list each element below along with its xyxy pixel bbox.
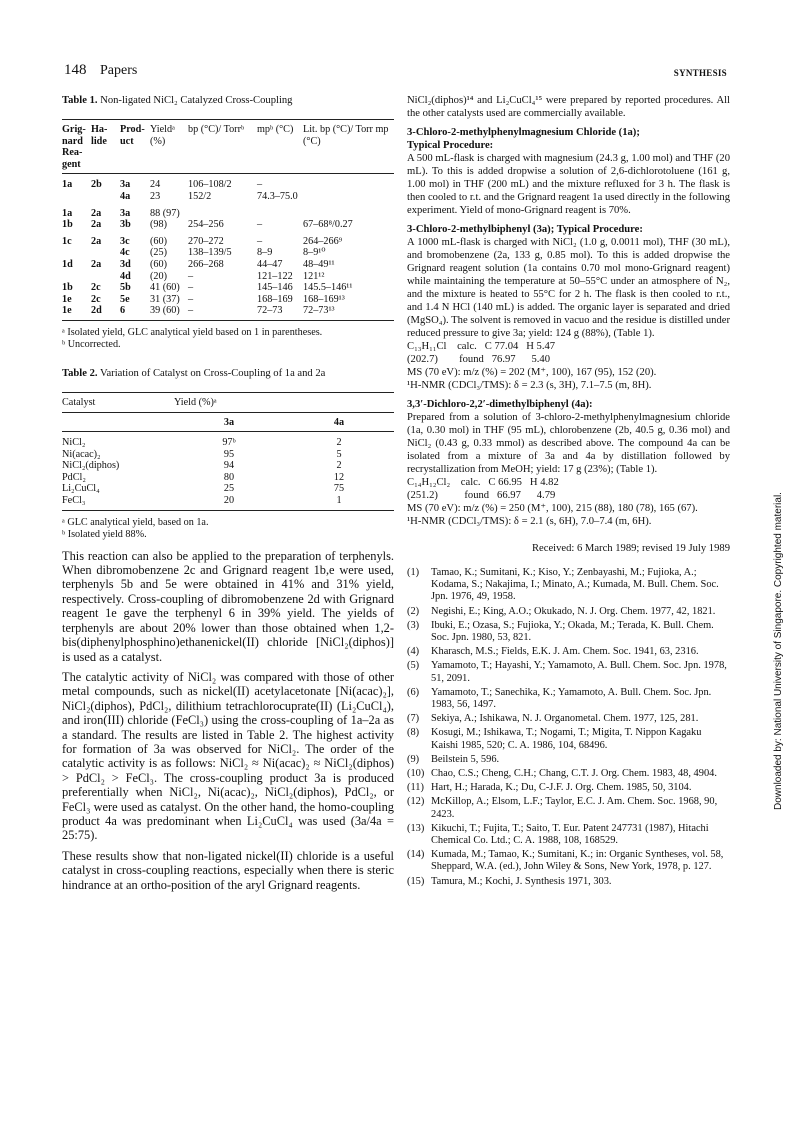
analysis-line: (251.2) found 66.97 4.79 — [407, 490, 556, 501]
table-cell: (20) — [150, 270, 167, 282]
table-row — [62, 191, 394, 203]
table1-footnotes — [62, 327, 394, 351]
table-cell: 48–49¹¹ — [303, 258, 335, 270]
right-column — [407, 94, 730, 890]
table-cell: 138–139/5 — [188, 247, 232, 259]
table-cell: 5e — [120, 293, 130, 305]
table-cell — [303, 174, 394, 191]
reference-item — [407, 876, 730, 888]
table-cell: 3d — [120, 258, 131, 270]
t1-col-grignard: Grig-nard Rea-gent — [62, 120, 91, 174]
reference-text: Kikuchi, T.; Fujita, T.; Saito, T. Eur. Patent 247731 (1987), Hitachi Chemical Co. Ltd.; C. A. 1988, 108, 168529. — [431, 822, 709, 847]
table-cell — [303, 191, 394, 203]
table-cell: (98) — [150, 219, 167, 231]
table-cell: 3a — [120, 207, 131, 219]
reference-number: (12) — [407, 796, 425, 808]
table-cell: 8–9 — [257, 247, 273, 259]
table-row — [62, 432, 394, 449]
reference-item — [407, 823, 730, 847]
table-cell: 88 (97) — [150, 207, 180, 219]
t1-col-lit: Lit. bp (°C)/ Torr mp (°C) — [303, 120, 394, 174]
reference-text: Tamura, M.; Kochi, J. Synthesis 1971, 303. — [431, 875, 612, 887]
table-cell: 6 — [120, 305, 150, 320]
table-cell: 1e — [62, 305, 91, 320]
analysis-line: C₁₃H₁₁Cl calc. C 77.04 H 5.47 — [407, 341, 556, 352]
reference-number: (10) — [407, 768, 425, 780]
table-cell: 2b — [91, 179, 102, 191]
table1-footnote-b: ᵇ Uncorrected. — [62, 338, 121, 350]
table-row — [62, 460, 394, 472]
reference-text: McKillop, A.; Elsom, L.F.; Taylor, E.C. J. Am. Chem. Soc. 1968, 90, 2423. — [431, 796, 718, 820]
table-cell: 41 (60) — [150, 282, 180, 294]
table-cell: 264–266⁹ — [303, 235, 343, 247]
table-row — [62, 259, 394, 271]
table-cell: 1e — [62, 293, 72, 305]
reference-number: (4) — [407, 646, 420, 658]
table-cell: FeCl₃ — [62, 495, 174, 510]
table-row — [62, 294, 394, 306]
reference-number: (8) — [407, 727, 420, 739]
body-paragraph: This reaction can also be applied to the preparation of terphenyls. When dibromobenzene 2c and Grignard reagent 1b,e were used, terphenyls 5b and 5e were obtained in 41% and 31% yield, respectively. Cross-coupling of dibromobenzene 2d with Grignard reagent 1e gave the terphenyl 6 in 39% yield. The yields of terphenyls are about 20% lower than those obtained when 1,2-bis(diphenylphosphino)ethanenickel(II) chloride [NiCl₂(diphos)] is used as a catalyst. — [62, 548, 394, 664]
table-cell: 2d — [91, 305, 120, 320]
table2-label: Table 2. — [62, 367, 98, 379]
table-cell: 72–73¹³ — [303, 305, 394, 320]
reference-number: (6) — [407, 686, 420, 698]
table-cell — [188, 203, 257, 220]
table-cell: Li₂CuCl₄ — [62, 483, 100, 495]
reference-item — [407, 782, 730, 794]
table-cell: 145.5–146¹¹ — [303, 282, 353, 294]
section-name: Papers — [100, 63, 138, 78]
section-title: 3,3′-Dichloro-2,2′-dimethylbiphenyl (4a): — [407, 399, 593, 410]
nmr-line: ¹H-NMR (CDCl₃/TMS): δ = 2.1 (s, 6H), 7.0–7.4 (m, 6H). — [407, 516, 652, 527]
reference-number: (3) — [407, 619, 420, 631]
reference-number: (7) — [407, 713, 420, 725]
reference-item — [407, 768, 730, 780]
received-date: Received: 6 March 1989; revised 19 July 1989 — [531, 543, 730, 554]
reference-number: (5) — [407, 660, 420, 672]
ms-line: MS (70 eV): m/z (%) = 250 (M⁺, 100), 215 (88), 180 (78), 165 (67). — [407, 503, 698, 514]
table-cell: NiCl₂(diphos) — [62, 460, 120, 472]
table-cell: 4a — [120, 190, 131, 202]
reference-item — [407, 727, 730, 751]
section-title: 3-Chloro-2-methylbiphenyl (3a); Typical Procedure: — [407, 224, 643, 235]
t1-col-product: Prod-uct — [120, 120, 150, 174]
table-cell: 67–68⁸/0.27 — [303, 219, 353, 231]
table-cell: – — [257, 219, 263, 231]
reference-text: Beilstein 5, 596. — [431, 753, 500, 765]
table-row — [62, 472, 394, 484]
journal-name: SYNTHESIS — [673, 68, 727, 78]
table-row — [62, 483, 394, 495]
table-cell: – — [188, 293, 194, 305]
table-cell: 1b — [62, 282, 73, 294]
table-cell: 121¹² — [303, 270, 325, 282]
table-cell: 4c — [120, 247, 130, 259]
procedure-text: Prepared from a solution of 3-chloro-2-methylphenylmagnesium chloride (1a, 0.30 mol) in THF (95 mL), chlorobenzene (2b, 40.5 g, 0.36 mol) and NiCl₂ (0.43 g, 0.33 mmol) as described above. The compound 4a can be isolated from a mixture of 3a and 4a by distillation followed by recrystallization from MeOH; yield: 17 g (23%); (Table 1). — [407, 412, 730, 475]
table-cell: 39 (60) — [150, 305, 188, 320]
reference-text: Tamao, K.; Sumitani, K.; Kiso, Y.; Zenbayashi, M.; Fujioka, A.; Kodama, S.; Nakajima, I.; Minato, A.; Kumada, M. Bull. Chem. Soc. Jpn. 1976, 49, 1958. — [431, 567, 719, 603]
section-title: 3-Chloro-2-methylphenylmagnesium Chloride (1a); — [407, 127, 640, 138]
table-cell: 97ᵇ — [222, 437, 236, 449]
table-cell: 20 — [174, 495, 284, 510]
table-cell: 2c — [91, 293, 101, 305]
table-cell: Ni(acac)₂ — [62, 448, 101, 460]
table-cell: 4d — [120, 270, 131, 282]
table-cell: 2 — [336, 460, 342, 472]
analysis-line: (202.7) found 76.97 5.40 — [407, 354, 551, 365]
reference-item — [407, 754, 730, 766]
table-cell: 2a — [91, 207, 102, 219]
table-row — [62, 219, 394, 231]
experimental-intro: NiCl₂(diphos)¹⁴ and Li₂CuCl₄¹⁵ were prepared by reported procedures. All the other catalysts used are commercially available. — [407, 95, 730, 119]
table-cell: 31 (37) — [150, 293, 180, 305]
table-cell: (25) — [150, 247, 167, 259]
procedure-text: A 1000 mL-flask is charged with NiCl₂ (1.0 g, 0.0011 mol), THF (30 mL), and bromobenzene (2a, 133 g, 0.85 mol). To this is added dropwise the Grignard reagent solution (1a contains 0.70 mol mono-Grignard reagent) while maintaining the temperature at 50–55°C under an atmosphere of N₂, and the mixture is heated to 55°C for 2 h. The flask is then cooled to r.t., and 1.4 N HCl (140 mL) is added. The organic layer is separated and dried (MgSO₄). The solvent is removed in vacuo and the residue is distilled under reduced pressure to give 3a; yield: 124 g (88%), (Table 1). — [407, 237, 730, 339]
table-cell: – — [188, 305, 257, 320]
reference-number: (11) — [407, 782, 424, 794]
table1-title: Non-ligated NiCl₂ Catalyzed Cross-Coupling — [100, 95, 293, 106]
reference-item — [407, 660, 730, 684]
table-cell: 145–146 — [257, 282, 293, 294]
table-cell: 24 — [150, 179, 161, 191]
table-cell: 1a — [62, 207, 73, 219]
table-cell: 1b — [62, 219, 73, 231]
table-cell: 5b — [120, 282, 131, 294]
table-cell: 2a — [91, 235, 102, 247]
table1-caption — [62, 94, 394, 107]
table-cell: 1a — [62, 179, 73, 191]
table-row — [62, 203, 394, 220]
table-cell: 3a — [120, 179, 131, 191]
table-cell: 44–47 — [257, 258, 283, 270]
table-cell — [62, 271, 91, 283]
table-cell: – — [188, 270, 194, 282]
table-cell — [91, 247, 120, 259]
table2-title: Variation of Catalyst on Cross-Coupling of 1a and 2a — [100, 367, 326, 379]
reference-number: (15) — [407, 875, 425, 887]
table-cell: 121–122 — [257, 270, 293, 282]
table-cell: 23 — [150, 190, 161, 202]
table2-caption — [62, 367, 394, 380]
table-cell: 266–268 — [188, 258, 224, 270]
table-cell: – — [257, 179, 263, 191]
table2 — [62, 392, 394, 511]
table-cell: 75 — [333, 483, 345, 495]
table-cell: 106–108/2 — [188, 179, 232, 191]
reference-text: Yamamoto, T.; Sanechika, K.; Yamamoto, A. Bull. Chem. Soc. Jpn. 1983, 56, 1497. — [431, 686, 712, 711]
table1 — [62, 119, 394, 321]
table-cell — [62, 247, 91, 259]
reference-number: (2) — [407, 605, 420, 617]
reference-number: (13) — [407, 822, 425, 834]
table-row — [62, 271, 394, 283]
table-cell: 5 — [336, 448, 342, 460]
reference-item — [407, 606, 730, 618]
table-cell: 94 — [223, 460, 235, 472]
t1-col-bp: bp (°C)/ Torrᵇ — [188, 120, 257, 174]
table-cell: 1c — [62, 235, 72, 247]
t1-col-mp: mpᵇ (°C) — [257, 120, 303, 174]
table-row — [62, 449, 394, 461]
t2-sub-3a: 3a — [174, 412, 284, 432]
page-number: 148 — [64, 62, 87, 78]
table-cell: 3c — [120, 235, 130, 247]
t1-col-halide: Ha-lide — [91, 120, 120, 174]
table2-footnote-a: ᵃ GLC analytical yield, based on 1a. — [62, 516, 209, 528]
table-cell: 254–256 — [188, 219, 224, 231]
table1-label: Table 1. — [62, 95, 98, 106]
table-cell — [91, 191, 120, 203]
table-cell — [91, 271, 120, 283]
table-cell: 25 — [223, 483, 235, 495]
reference-list — [407, 567, 730, 888]
table-cell: 2a — [91, 219, 102, 231]
table-cell: 168–169¹³ — [303, 293, 345, 305]
reference-text: Ibuki, E.; Ozasa, S.; Fujioka, Y.; Okada, M.; Terada, K. Bull. Chem. Soc. Jpn. 1980, 53, 821. — [431, 619, 714, 644]
table-cell: 8–9¹⁰ — [303, 247, 326, 259]
reference-item — [407, 687, 730, 711]
table-row — [62, 231, 394, 248]
table-row — [62, 305, 394, 320]
section-subtitle: Typical Procedure: — [407, 140, 494, 151]
table-cell: – — [188, 282, 194, 294]
table-cell: 12 — [333, 471, 345, 483]
table-cell: 168–169 — [257, 293, 293, 305]
reference-item — [407, 567, 730, 604]
analysis-line: C₁₄H₁₂Cl₂ calc. C 66.95 H 4.82 — [407, 477, 559, 488]
t1-col-yield: Yieldᵃ (%) — [150, 120, 188, 174]
table1-footnote-a: ᵃ Isolated yield, GLC analytical yield based on 1 in parentheses. — [62, 326, 323, 338]
table-cell: PdCl₂ — [62, 471, 86, 483]
reference-text: Kharasch, M.S.; Fields, E.K. J. Am. Chem. Soc. 1941, 63, 2316. — [431, 646, 699, 658]
reference-item — [407, 849, 730, 873]
table-cell — [257, 203, 303, 220]
table-cell: 72–73 — [257, 305, 303, 320]
reference-text: Chao, C.S.; Cheng, C.H.; Chang, C.T. J. Org. Chem. 1983, 48, 4904. — [431, 768, 717, 780]
table-cell: 2 — [336, 437, 342, 449]
body-paragraph: The catalytic activity of NiCl₂ was compared with those of other metal compounds, such as nickel(II) acetylacetonate [Ni(acac)₂], NiCl₂(diphos), PdCl₂, dilithium tetrachlorocuprate(II) (Li₂CuCl₄), and iron(III) chloride (FeCl₃) using the cross-coupling of 1a–2a as a standard. The results are listed in Table 2. The highest activity for formation of 3a was observed for NiCl₂. The order of the catalytic activity is as follows: NiCl₂ ≈ Ni(acac)₂ ≈ NiCl₂(diphos) > PdCl₂ > FeCl₃. The cross-coupling product 3a is produced preferentially when NiCl₂, Ni(acac)₂, NiCl₂(diphos), PdCl₂, or FeCl₃ were used as catalyst. On the other hand, the homo-coupling product 4a was predominant when Li₂CuCl₄ was used (3a/4a = 25:75). — [62, 669, 394, 843]
table-cell: 2c — [91, 282, 101, 294]
table-cell: – — [257, 235, 263, 247]
table-cell: 2a — [91, 258, 102, 270]
reference-text: Sekiya, A.; Ishikawa, N. J. Organometal. Chem. 1977, 125, 281. — [431, 713, 699, 725]
procedure-text: A 500 mL-flask is charged with magnesium (24.3 g, 1.00 mol) and THF (20 mL). To this is added dropwise a solution of 2,6-dichlorotoluene (161 g, 1.00 mol) in THF (200 mL) and the mixture refluxed for 3 h. The flask is then cooled to r.t. and the Grignard reagent 1a used directly in the following experiment. Yield of mono-Grignard reagent is 70%. — [407, 153, 730, 216]
table-cell: 1d — [62, 258, 73, 270]
table-row — [62, 495, 394, 510]
table2-footnote-b: ᵇ Isolated yield 88%. — [62, 528, 147, 540]
reference-number: (14) — [407, 849, 425, 861]
table-cell: NiCl₂ — [62, 437, 86, 449]
table-cell: 270–272 — [188, 235, 224, 247]
reference-text: Kosugi, M.; Ishikawa, T.; Nogami, T.; Migita, T. Nippon Kagaku Kaishi 1985, 520; C. A. 1986, 104, 68496. — [431, 727, 702, 751]
table-cell: 80 — [223, 471, 235, 483]
reference-item — [407, 713, 730, 725]
t2-col-yield: Yield (%)ᵃ — [174, 392, 394, 412]
reference-text: Yamamoto, T.; Hayashi, Y.; Yamamoto, A. Bull. Chem. Soc. Jpn. 1978, 51, 2091. — [431, 660, 727, 684]
download-watermark: Downloaded by: National University of Singapore. Copyrighted material. — [773, 492, 784, 810]
table-cell — [62, 191, 91, 203]
table-cell: (60) — [150, 235, 167, 247]
table-row — [62, 247, 394, 259]
nmr-line: ¹H-NMR (CDCl₃/TMS): δ = 2.3 (s, 3H), 7.1–7.5 (m, 8H). — [407, 380, 652, 391]
reference-item — [407, 646, 730, 658]
reference-item — [407, 796, 730, 820]
table-cell: (60) — [150, 258, 167, 270]
table-cell: 74.3–75.0 — [257, 190, 298, 202]
t2-col-catalyst: Catalyst — [62, 392, 174, 412]
table2-footnotes — [62, 517, 394, 541]
table-row — [62, 174, 394, 191]
left-column — [62, 94, 394, 898]
reference-number: (9) — [407, 753, 420, 765]
reference-text: Negishi, E.; King, A.O.; Okukado, N. J. Org. Chem. 1977, 42, 1821. — [431, 605, 716, 617]
body-paragraph: These results show that non-ligated nickel(II) chloride is a useful catalyst in cross-coupling reactions, especially when there is steric hindrance at an ortho-position of the aryl Grignard reagents. — [62, 848, 394, 892]
table-cell — [303, 203, 394, 220]
table-cell: 152/2 — [188, 190, 212, 202]
ms-line: MS (70 eV): m/z (%) = 202 (M⁺, 100), 167 (95), 152 (20). — [407, 367, 657, 378]
t2-sub-4a: 4a — [284, 412, 394, 432]
reference-text: Kumada, M.; Tamao, K.; Sumitani, K.; in: Organic Syntheses, vol. 58, Sheppard, W.A. (ed.), John Wiley & Sons, New York, 1978, p. 127. — [431, 849, 724, 873]
reference-number: (1) — [407, 567, 420, 578]
table-cell: 95 — [223, 448, 235, 460]
table-row — [62, 282, 394, 294]
reference-text: Hart, H.; Harada, K.; Du, C-J.F. J. Org. Chem. 1985, 50, 3104. — [431, 782, 692, 794]
reference-item — [407, 620, 730, 644]
table-cell: 1 — [284, 495, 394, 510]
table-cell: 3b — [120, 219, 131, 231]
